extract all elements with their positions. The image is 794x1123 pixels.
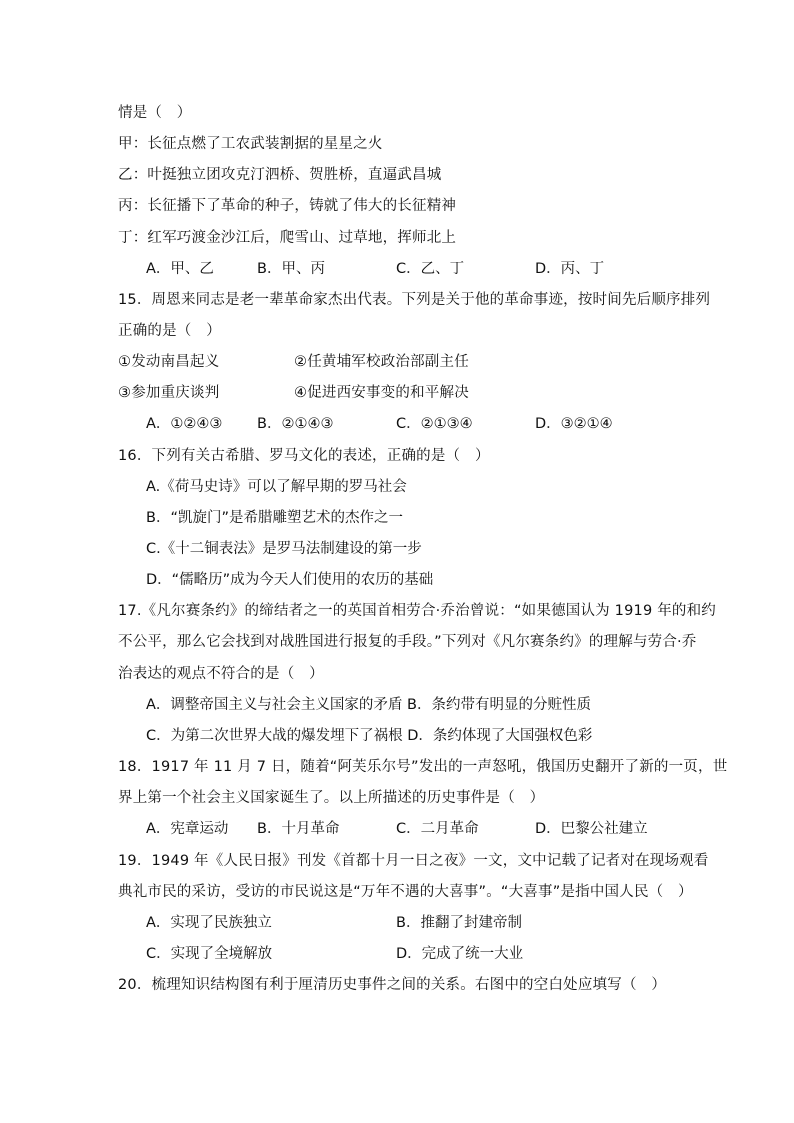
q17-stem-line1: 17.《凡尔赛条约》的缔结者之一的英国首相劳合·乔治曾说：“如果德国认为 1919 年的和约: [118, 603, 716, 619]
q14-statement-bing: 丙：长征播下了革命的种子，铸就了伟大的长征精神: [118, 198, 457, 214]
q15-item-1: ①发动南昌起义: [118, 354, 220, 370]
q18-option-b: B．十月革命: [257, 821, 340, 837]
q18-stem-line2: 界上第一个社会主义国家诞生了。以上所描述的历史事件是（ ）: [118, 790, 545, 806]
q19-stem-line2: 典礼市民的采访，受访的市民说这是“万年不遇的大喜事”。“大喜事”是指中国人民（ ）: [118, 884, 693, 900]
q18-option-d: D．巴黎公社建立: [535, 821, 648, 837]
q14-option-d: D．丙、丁: [535, 261, 605, 277]
q14-option-c: C．乙、丁: [396, 261, 465, 277]
q14-statement-jia: 甲：长征点燃了工农武装割据的星星之火: [118, 136, 383, 152]
q17-options-row2: C．为第二次世界大战的爆发埋下了祸根 D．条约体现了大国强权色彩: [146, 728, 593, 744]
q20-stem: 20．梳理知识结构图有利于厘清历史事件之间的关系。右图中的空白处应填写（ ）: [118, 977, 667, 993]
q15-stem-line1: 15．周恩来同志是老一辈革命家杰出代表。下列是关于他的革命事迹，按时间先后顺序排列: [118, 292, 711, 308]
q19-option-c: C．实现了全境解放: [146, 946, 273, 962]
q16-stem: 16．下列有关古希腊、罗马文化的表述，正确的是（ ）: [118, 448, 490, 464]
q16-option-d: D．“儒略历”成为今天人们使用的农历的基础: [146, 572, 434, 588]
q15-option-d: D．③②①④: [535, 416, 613, 432]
q15-item-3: ③参加重庆谈判: [118, 385, 220, 401]
q19-option-b: B．推翻了封建帝制: [396, 915, 522, 931]
q15-option-a: A．①②④③: [146, 416, 223, 432]
q17-stem-line3: 治表达的观点不符合的是（ ）: [118, 666, 324, 682]
q14-statement-yi: 乙：叶挺独立团攻克汀泗桥、贺胜桥，直逼武昌城: [118, 167, 442, 183]
q14-statement-ding: 丁：红军巧渡金沙江后，爬雪山、过草地，挥师北上: [118, 230, 457, 246]
q16-option-c: C.《十二铜表法》是罗马法制建设的第一步: [146, 541, 422, 557]
q16-option-b: B．“凯旋门”是希腊雕塑艺术的杰作之一: [146, 510, 403, 526]
q18-stem-line1: 18．1917 年 11 月 7 日，随着“阿芙乐尔号”发出的一声怒吼，俄国历史翻开了新的一页，世: [118, 759, 728, 775]
q19-stem-line1: 19．1949 年《人民日报》刊发《首都十月一日之夜》一文，文中记载了记者对在现场观看: [118, 853, 709, 869]
q15-item-4: ④促进西安事变的和平解决: [294, 385, 469, 401]
q18-option-c: C．二月革命: [396, 821, 479, 837]
q14-option-b: B．甲、丙: [257, 261, 325, 277]
q15-option-b: B．②①④③: [257, 416, 334, 432]
q17-stem-line2: 不公平，那么它会找到对战胜国进行报复的手段。”下列对《凡尔赛条约》的理解与劳合·乔: [118, 634, 697, 650]
q16-option-a: A.《荷马史诗》可以了解早期的罗马社会: [146, 479, 407, 495]
q19-option-a: A．实现了民族独立: [146, 915, 272, 931]
q18-option-a: A．宪章运动: [146, 821, 229, 837]
q14-stem-end: 情是（ ）: [118, 105, 192, 121]
q15-option-c: C．②①③④: [396, 416, 473, 432]
q15-stem-line2: 正确的是（ ）: [118, 323, 221, 339]
q19-option-d: D．完成了统一大业: [396, 946, 524, 962]
q17-options-row1: A．调整帝国主义与社会主义国家的矛盾 B．条约带有明显的分赃性质: [146, 697, 591, 713]
q15-item-2: ②任黄埔军校政治部副主任: [294, 354, 469, 370]
q14-option-a: A．甲、乙: [146, 261, 214, 277]
